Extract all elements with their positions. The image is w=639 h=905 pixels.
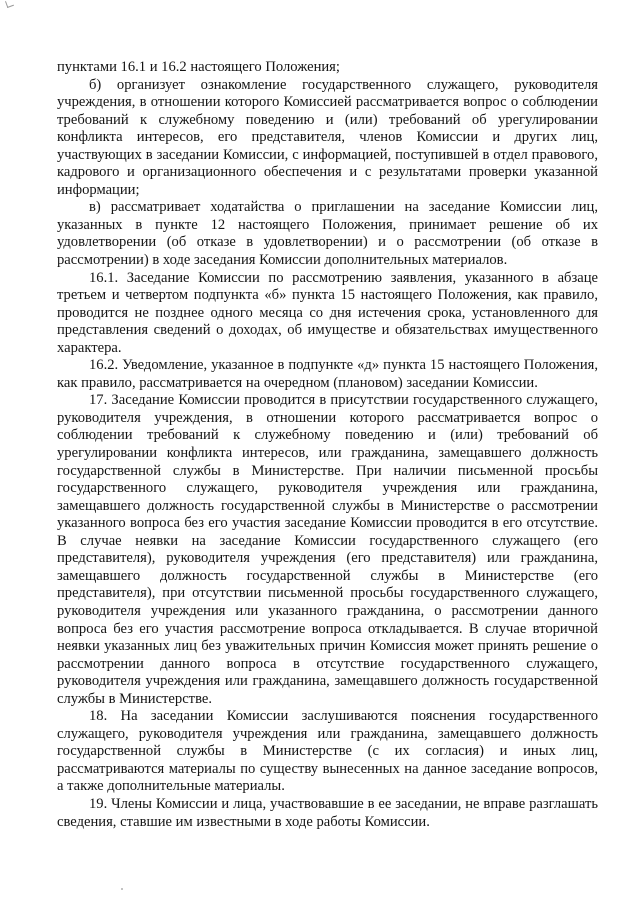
paragraph-16-2: 16.2. Уведомление, указанное в подпункте «д» пункта 15 настоящего Положения, как правило, рассматривается на очередном (плановом) заседании Комиссии. bbox=[57, 357, 598, 391]
paragraph-17: 17. Заседание Комиссии проводится в присутствии государственного служащего, руководителя учреждения, в отношении которого рассматривается вопрос о соблюдении требований к служебному поведению и (или) требований об урегулировании конфликта интересов, или гражданина, замещавшего должность государственной службы в Министерстве. При наличии письменной просьбы государственного служащего, руководителя учреждения или гражданина, замещавшего должность государственной службы в Министерстве о рассмотрении указанного вопроса без его участия заседание Комиссии проводится в его отсутствие. В случае неявки на заседание Комиссии государственного служащего (его представителя), руководителя учреждения (его представителя) или гражданина, замещавшего должность государственной службы в Министерстве (его представителя), при отсутствии письменной просьбы государственного служащего, руководителя учреждения или указанного гражданина, о рассмотрении данного вопроса без его участия рассмотрение вопроса откладывается. В случае вторичной неявки указанных лиц без уважительных причин Комиссия может принять решение о рассмотрении данного вопроса в отсутствие государственного служащего, руководителя учреждения или гражданина, замещавшего должность государственной службы в Министерстве. bbox=[57, 392, 598, 707]
paragraph-item-b: б) организует ознакомление государственного служащего, руководителя учреждения, в отношении которого Комиссией рассматривается вопрос о соблюдении требований к служебному поведению и (или) требований об урегулировании конфликта интересов, его представителя, членов Комиссии и других лиц, участвующих в заседании Комиссии, с информацией, поступившей в отдел правового, кадрового и организационного обеспечения и с результатами проверки указанной информации; bbox=[57, 76, 598, 198]
paragraph-continuation: пунктами 16.1 и 16.2 настоящего Положения; bbox=[57, 59, 340, 75]
paragraph-19: 19. Члены Комиссии и лица, участвовавшие в ее заседании, не вправе разглашать сведения, ставшие им известными в ходе работы Комиссии. bbox=[57, 795, 598, 830]
scan-speck bbox=[121, 888, 123, 890]
scan-corner-mark bbox=[5, 0, 14, 8]
document-body bbox=[57, 59, 598, 831]
paragraph-item-v: в) рассматривает ходатайства о приглашении на заседание Комиссии лиц, указанных в пункте 12 настоящего Положения, принимает решение об их удовлетворении (об отказе в удовлетворении) и о рассмотрении (об отказе в рассмотрении) в ходе заседания Комиссии дополнительных материалов. bbox=[57, 199, 598, 269]
paragraph-18: 18. На заседании Комиссии заслушиваются пояснения государственного служащего, руководителя учреждения или гражданина, замещавшего должность государственной службы в Министерстве (с их согласия) и иных лиц, рассматриваются материалы по существу вынесенных на данное заседание вопросов, а также дополнительные материалы. bbox=[57, 708, 598, 795]
paragraph-16-1: 16.1. Заседание Комиссии по рассмотрению заявления, указанного в абзаце третьем и четвертом подпункта «б» пункта 15 настоящего Положения, как правило, проводится не позднее одного месяца со дня истечения срока, установленного для представления сведений о доходах, об имуществе и обязательствах имущественного характера. bbox=[57, 269, 598, 356]
